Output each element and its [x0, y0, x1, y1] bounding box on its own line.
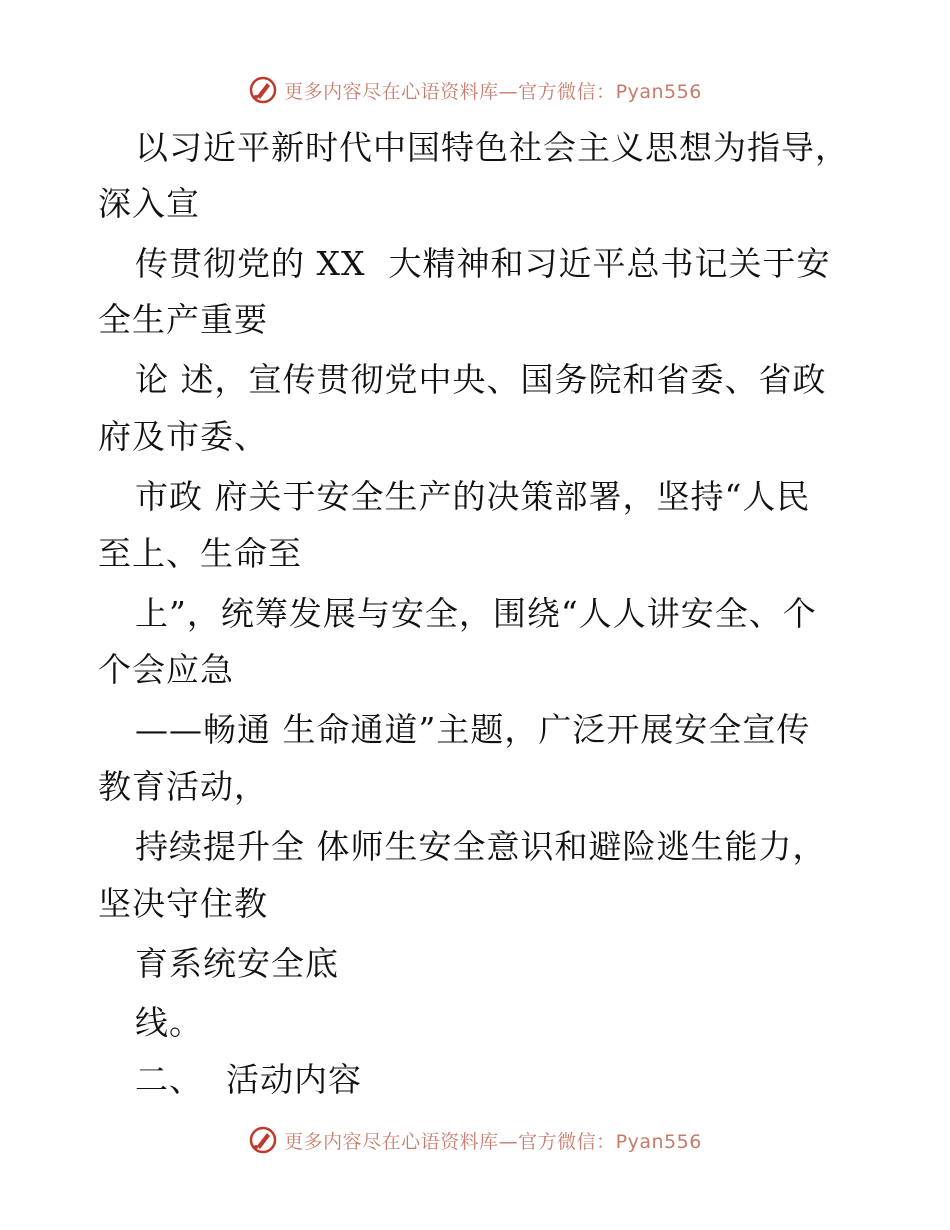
body-line: 全生产重要: [98, 300, 268, 339]
body-line: ——畅通 生命通道”主题，广泛开展安全宣传: [135, 710, 811, 749]
body-line: 坚决守住教: [98, 884, 268, 923]
body-line: 教育活动，: [98, 767, 268, 806]
header-banner: [0, 70, 950, 110]
body-line: 育系统安全底: [135, 944, 339, 983]
body-line: 市政 府关于安全生产的决策部署，坚持“人民: [135, 477, 811, 516]
footer-banner: [0, 1120, 950, 1160]
body-line: 传贯彻党的 XX 大精神和习近平总书记关于安: [135, 244, 831, 283]
pen-nib-circle-icon: [248, 1125, 278, 1155]
section-heading: 二、 活动内容: [135, 1060, 362, 1099]
header-banner-text: 更多内容尽在心语资料库—官方微信：Pyan556: [284, 80, 702, 103]
body-line: 论 述，宣传贯彻党中央、国务院和省委、省政: [135, 360, 827, 399]
body-line: 深入宣: [98, 184, 200, 223]
body-line: 线。: [135, 1003, 203, 1042]
footer-banner-text: 更多内容尽在心语资料库—官方微信：Pyan556: [284, 1130, 702, 1153]
body-line: 持续提升全 体师生安全意识和避险逃生能力，: [135, 827, 827, 866]
body-line: 府及市委、: [98, 417, 268, 456]
body-line: 至上、生命至: [98, 534, 302, 573]
body-line: 个会应急: [98, 650, 234, 689]
pen-nib-circle-icon: [248, 75, 278, 105]
body-line: 上”，统筹发展与安全，围绕“人人讲安全、个: [135, 594, 817, 633]
body-line: 以习近平新时代中国特色社会主义思想为指导，: [135, 128, 849, 167]
